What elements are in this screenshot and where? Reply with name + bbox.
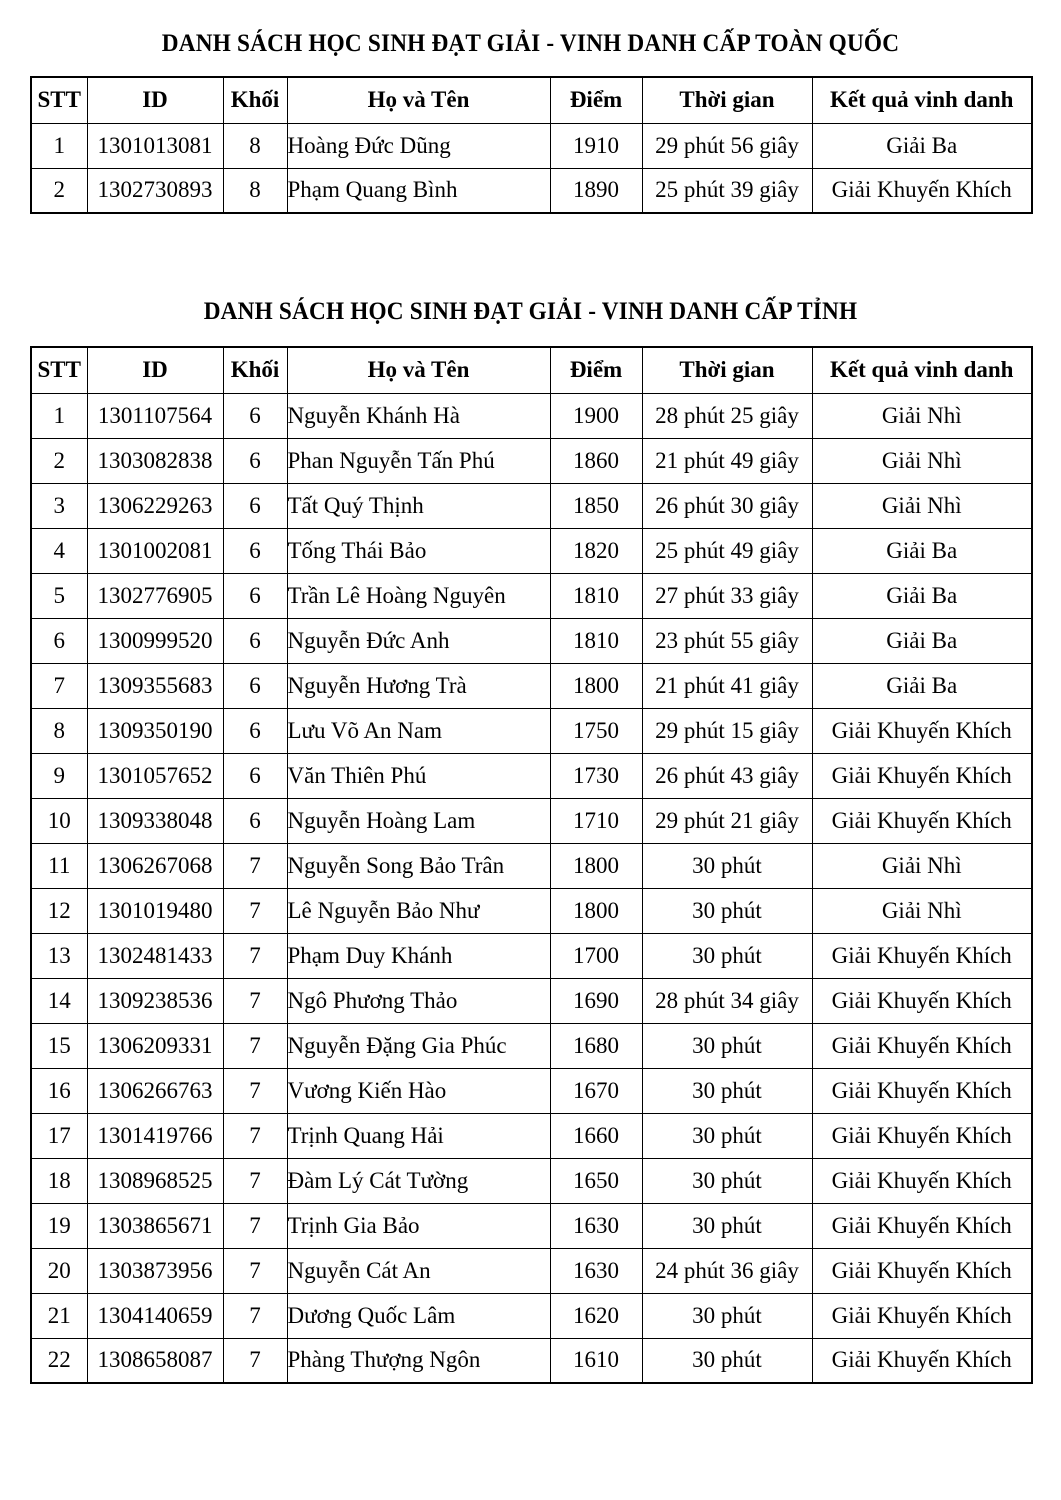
cell-diem: 1660: [550, 1113, 642, 1158]
cell-ketqua: Giải Khuyến Khích: [812, 708, 1032, 753]
cell-ketqua: Giải Khuyến Khích: [812, 753, 1032, 798]
column-header-name: Họ và Tên: [287, 347, 550, 393]
cell-time: 30 phút: [642, 1203, 812, 1248]
cell-diem: 1820: [550, 528, 642, 573]
table-province-header: [31, 347, 1032, 393]
cell-khoi: 7: [223, 978, 287, 1023]
cell-name: Dương Quốc Lâm: [287, 1293, 550, 1338]
cell-ketqua: Giải Khuyến Khích: [812, 1338, 1032, 1383]
column-header-time: Thời gian: [642, 347, 812, 393]
cell-khoi: 6: [223, 798, 287, 843]
table-row: [31, 843, 1032, 888]
section-spacer: [0, 214, 1061, 276]
cell-ketqua: Giải Nhì: [812, 888, 1032, 933]
table-national-header: [31, 77, 1032, 123]
cell-time: 26 phút 30 giây: [642, 483, 812, 528]
cell-id: 1309350190: [87, 708, 223, 753]
cell-time: 25 phút 49 giây: [642, 528, 812, 573]
cell-stt: 4: [31, 528, 87, 573]
table-province-wrapper: [0, 326, 1061, 1384]
cell-time: 21 phút 49 giây: [642, 438, 812, 483]
cell-diem: 1730: [550, 753, 642, 798]
cell-time: 30 phút: [642, 1068, 812, 1113]
cell-ketqua: Giải Khuyến Khích: [812, 168, 1032, 213]
cell-diem: 1850: [550, 483, 642, 528]
cell-name: Lưu Võ An Nam: [287, 708, 550, 753]
cell-ketqua: Giải Khuyến Khích: [812, 1203, 1032, 1248]
cell-name: Văn Thiên Phú: [287, 753, 550, 798]
cell-time: 29 phút 21 giây: [642, 798, 812, 843]
cell-time: 23 phút 55 giây: [642, 618, 812, 663]
table-row: [31, 393, 1032, 438]
cell-time: 29 phút 15 giây: [642, 708, 812, 753]
cell-ketqua: Giải Ba: [812, 663, 1032, 708]
cell-stt: 3: [31, 483, 87, 528]
cell-time: 28 phút 25 giây: [642, 393, 812, 438]
cell-id: 1309338048: [87, 798, 223, 843]
cell-ketqua: Giải Ba: [812, 618, 1032, 663]
cell-name: Phan Nguyễn Tấn Phú: [287, 438, 550, 483]
cell-stt: 20: [31, 1248, 87, 1293]
cell-stt: 6: [31, 618, 87, 663]
cell-name: Tống Thái Bảo: [287, 528, 550, 573]
cell-diem: 1650: [550, 1158, 642, 1203]
table-province-body: [31, 393, 1032, 1383]
cell-diem: 1700: [550, 933, 642, 978]
cell-name: Nguyễn Đặng Gia Phúc: [287, 1023, 550, 1068]
cell-ketqua: Giải Nhì: [812, 393, 1032, 438]
cell-stt: 13: [31, 933, 87, 978]
cell-time: 30 phút: [642, 1158, 812, 1203]
cell-diem: 1620: [550, 1293, 642, 1338]
cell-ketqua: Giải Khuyến Khích: [812, 1293, 1032, 1338]
table-row: [31, 798, 1032, 843]
column-header-stt: STT: [31, 347, 87, 393]
cell-diem: 1610: [550, 1338, 642, 1383]
cell-diem: 1800: [550, 888, 642, 933]
table-row: [31, 168, 1032, 213]
table-row: [31, 1023, 1032, 1068]
cell-stt: 16: [31, 1068, 87, 1113]
cell-diem: 1900: [550, 393, 642, 438]
cell-stt: 19: [31, 1203, 87, 1248]
cell-name: Nguyễn Cát An: [287, 1248, 550, 1293]
cell-stt: 15: [31, 1023, 87, 1068]
cell-time: 26 phút 43 giây: [642, 753, 812, 798]
cell-stt: 7: [31, 663, 87, 708]
cell-name: Đàm Lý Cát Tường: [287, 1158, 550, 1203]
cell-diem: 1630: [550, 1248, 642, 1293]
table-header-row: [31, 77, 1032, 123]
cell-ketqua: Giải Nhì: [812, 843, 1032, 888]
cell-time: 30 phút: [642, 1338, 812, 1383]
cell-time: 24 phút 36 giây: [642, 1248, 812, 1293]
cell-stt: 8: [31, 708, 87, 753]
cell-time: 30 phút: [642, 843, 812, 888]
cell-khoi: 7: [223, 1068, 287, 1113]
cell-time: 30 phút: [642, 888, 812, 933]
table-national: [30, 76, 1033, 214]
cell-diem: 1670: [550, 1068, 642, 1113]
cell-name: Nguyễn Đức Anh: [287, 618, 550, 663]
cell-khoi: 8: [223, 123, 287, 168]
column-header-time: Thời gian: [642, 77, 812, 123]
cell-id: 1301002081: [87, 528, 223, 573]
cell-id: 1306209331: [87, 1023, 223, 1068]
cell-khoi: 6: [223, 528, 287, 573]
column-header-diem: Điểm: [550, 77, 642, 123]
table-row: [31, 708, 1032, 753]
cell-diem: 1800: [550, 663, 642, 708]
cell-time: 30 phút: [642, 1293, 812, 1338]
cell-khoi: 7: [223, 1023, 287, 1068]
cell-id: 1301013081: [87, 123, 223, 168]
cell-id: 1301107564: [87, 393, 223, 438]
table-row: [31, 1248, 1032, 1293]
cell-id: 1303873956: [87, 1248, 223, 1293]
table-row: [31, 1338, 1032, 1383]
cell-ketqua: Giải Khuyến Khích: [812, 1023, 1032, 1068]
cell-time: 30 phút: [642, 1023, 812, 1068]
table-province: [30, 346, 1033, 1384]
cell-id: 1302481433: [87, 933, 223, 978]
table-row: [31, 483, 1032, 528]
cell-diem: 1810: [550, 573, 642, 618]
cell-khoi: 7: [223, 1338, 287, 1383]
table-row: [31, 978, 1032, 1023]
cell-stt: 2: [31, 438, 87, 483]
cell-time: 30 phút: [642, 933, 812, 978]
cell-khoi: 6: [223, 708, 287, 753]
table-row: [31, 1203, 1032, 1248]
cell-time: 29 phút 56 giây: [642, 123, 812, 168]
column-header-ketqua: Kết quả vinh danh: [812, 347, 1032, 393]
cell-name: Hoàng Đức Dũng: [287, 123, 550, 168]
cell-id: 1301019480: [87, 888, 223, 933]
cell-khoi: 7: [223, 1293, 287, 1338]
cell-diem: 1860: [550, 438, 642, 483]
cell-ketqua: Giải Khuyến Khích: [812, 978, 1032, 1023]
cell-time: 27 phút 33 giây: [642, 573, 812, 618]
table-row: [31, 1158, 1032, 1203]
cell-id: 1302776905: [87, 573, 223, 618]
cell-diem: 1890: [550, 168, 642, 213]
cell-stt: 1: [31, 393, 87, 438]
cell-ketqua: Giải Khuyến Khích: [812, 1068, 1032, 1113]
cell-khoi: 7: [223, 888, 287, 933]
cell-diem: 1810: [550, 618, 642, 663]
cell-name: Nguyễn Khánh Hà: [287, 393, 550, 438]
cell-name: Nguyễn Song Bảo Trân: [287, 843, 550, 888]
column-header-ketqua: Kết quả vinh danh: [812, 77, 1032, 123]
table-row: [31, 933, 1032, 978]
table-row: [31, 888, 1032, 933]
table-row: [31, 528, 1032, 573]
cell-name: Nguyễn Hương Trà: [287, 663, 550, 708]
column-header-khoi: Khối: [223, 347, 287, 393]
cell-diem: 1910: [550, 123, 642, 168]
column-header-stt: STT: [31, 77, 87, 123]
table-row: [31, 438, 1032, 483]
cell-khoi: 7: [223, 843, 287, 888]
cell-name: Ngô Phương Thảo: [287, 978, 550, 1023]
column-header-diem: Điểm: [550, 347, 642, 393]
cell-id: 1303865671: [87, 1203, 223, 1248]
cell-khoi: 6: [223, 438, 287, 483]
cell-stt: 10: [31, 798, 87, 843]
cell-khoi: 7: [223, 1248, 287, 1293]
cell-khoi: 7: [223, 1113, 287, 1158]
cell-id: 1306267068: [87, 843, 223, 888]
cell-ketqua: Giải Ba: [812, 123, 1032, 168]
cell-diem: 1750: [550, 708, 642, 753]
cell-ketqua: Giải Nhì: [812, 483, 1032, 528]
cell-id: 1303082838: [87, 438, 223, 483]
cell-ketqua: Giải Khuyến Khích: [812, 1158, 1032, 1203]
cell-stt: 17: [31, 1113, 87, 1158]
cell-id: 1306229263: [87, 483, 223, 528]
cell-stt: 2: [31, 168, 87, 213]
column-header-name: Họ và Tên: [287, 77, 550, 123]
cell-name: Phàng Thượng Ngôn: [287, 1338, 550, 1383]
cell-ketqua: Giải Ba: [812, 528, 1032, 573]
table-row: [31, 573, 1032, 618]
cell-name: Vương Kiến Hào: [287, 1068, 550, 1113]
cell-diem: 1630: [550, 1203, 642, 1248]
cell-name: Lê Nguyễn Bảo Như: [287, 888, 550, 933]
cell-name: Trần Lê Hoàng Nguyên: [287, 573, 550, 618]
cell-id: 1308658087: [87, 1338, 223, 1383]
table-national-wrapper: [0, 58, 1061, 214]
cell-name: Trịnh Gia Bảo: [287, 1203, 550, 1248]
cell-khoi: 7: [223, 1203, 287, 1248]
cell-name: Phạm Quang Bình: [287, 168, 550, 213]
cell-id: 1309238536: [87, 978, 223, 1023]
cell-name: Phạm Duy Khánh: [287, 933, 550, 978]
column-header-khoi: Khối: [223, 77, 287, 123]
cell-ketqua: Giải Khuyến Khích: [812, 1113, 1032, 1158]
table-row: [31, 618, 1032, 663]
cell-khoi: 6: [223, 663, 287, 708]
cell-khoi: 6: [223, 483, 287, 528]
cell-time: 28 phút 34 giây: [642, 978, 812, 1023]
cell-ketqua: Giải Ba: [812, 573, 1032, 618]
cell-stt: 21: [31, 1293, 87, 1338]
table-header-row: [31, 347, 1032, 393]
cell-khoi: 7: [223, 933, 287, 978]
section-province: [0, 276, 1061, 326]
column-header-id: ID: [87, 347, 223, 393]
cell-ketqua: Giải Khuyến Khích: [812, 798, 1032, 843]
table-row: [31, 1113, 1032, 1158]
cell-name: Trịnh Quang Hải: [287, 1113, 550, 1158]
cell-khoi: 6: [223, 618, 287, 663]
cell-stt: 9: [31, 753, 87, 798]
table-national-body: [31, 123, 1032, 213]
cell-id: 1301419766: [87, 1113, 223, 1158]
cell-stt: 5: [31, 573, 87, 618]
column-header-id: ID: [87, 77, 223, 123]
cell-id: 1309355683: [87, 663, 223, 708]
cell-khoi: 7: [223, 1158, 287, 1203]
cell-time: 30 phút: [642, 1113, 812, 1158]
section-national: [0, 0, 1061, 58]
cell-time: 21 phút 41 giây: [642, 663, 812, 708]
table-row: [31, 753, 1032, 798]
cell-stt: 11: [31, 843, 87, 888]
cell-stt: 22: [31, 1338, 87, 1383]
cell-id: 1300999520: [87, 618, 223, 663]
table-row: [31, 123, 1032, 168]
page-title-national: DANH SÁCH HỌC SINH ĐẠT GIẢI - VINH DANH CẤP TOÀN QUỐC: [161, 30, 900, 57]
cell-diem: 1690: [550, 978, 642, 1023]
cell-time: 25 phút 39 giây: [642, 168, 812, 213]
cell-ketqua: Giải Nhì: [812, 438, 1032, 483]
cell-stt: 1: [31, 123, 87, 168]
cell-id: 1308968525: [87, 1158, 223, 1203]
cell-id: 1306266763: [87, 1068, 223, 1113]
cell-diem: 1800: [550, 843, 642, 888]
cell-stt: 12: [31, 888, 87, 933]
cell-ketqua: Giải Khuyến Khích: [812, 933, 1032, 978]
table-row: [31, 1068, 1032, 1113]
cell-name: Tất Quý Thịnh: [287, 483, 550, 528]
cell-id: 1301057652: [87, 753, 223, 798]
table-row: [31, 663, 1032, 708]
cell-khoi: 6: [223, 753, 287, 798]
cell-id: 1304140659: [87, 1293, 223, 1338]
cell-khoi: 6: [223, 573, 287, 618]
cell-ketqua: Giải Khuyến Khích: [812, 1248, 1032, 1293]
cell-diem: 1710: [550, 798, 642, 843]
cell-khoi: 6: [223, 393, 287, 438]
cell-id: 1302730893: [87, 168, 223, 213]
cell-name: Nguyễn Hoàng Lam: [287, 798, 550, 843]
page-title-province: DANH SÁCH HỌC SINH ĐẠT GIẢI - VINH DANH CẤP TỈNH: [203, 298, 858, 325]
cell-khoi: 8: [223, 168, 287, 213]
cell-stt: 14: [31, 978, 87, 1023]
table-row: [31, 1293, 1032, 1338]
cell-stt: 18: [31, 1158, 87, 1203]
cell-diem: 1680: [550, 1023, 642, 1068]
